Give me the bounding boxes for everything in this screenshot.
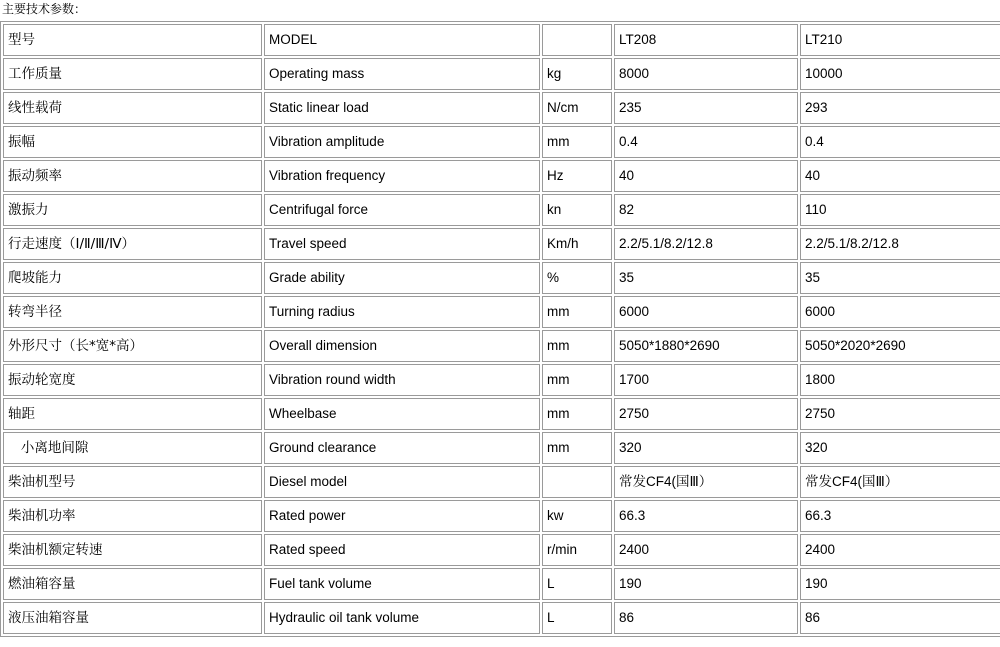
cell-english-name: Vibration round width	[264, 364, 540, 396]
cell-value-lt210: 110	[800, 194, 1000, 226]
cell-value-lt210: 6000	[800, 296, 1000, 328]
cell-value-lt208: 190	[614, 568, 798, 600]
cell-unit: kw	[542, 500, 612, 532]
table-row	[3, 398, 1000, 430]
cell-value-lt208: 320	[614, 432, 798, 464]
table-row	[3, 228, 1000, 260]
cell-chinese-name: 振幅	[3, 126, 262, 158]
cell-english-name: Wheelbase	[264, 398, 540, 430]
cell-value-lt210: 86	[800, 602, 1000, 634]
cell-value-lt208: 6000	[614, 296, 798, 328]
cell-chinese-name: 工作质量	[3, 58, 262, 90]
cell-value-lt210: 40	[800, 160, 1000, 192]
cell-unit	[542, 24, 612, 56]
table-row	[3, 194, 1000, 226]
cell-value-lt210: 5050*2020*2690	[800, 330, 1000, 362]
cell-unit: mm	[542, 432, 612, 464]
cell-chinese-name: 外形尺寸（长*宽*高）	[3, 330, 262, 362]
cell-english-name: Operating mass	[264, 58, 540, 90]
cell-value-lt208: LT208	[614, 24, 798, 56]
cell-chinese-name: 型号	[3, 24, 262, 56]
cell-english-name: Centrifugal force	[264, 194, 540, 226]
cell-english-name: Overall dimension	[264, 330, 540, 362]
cell-value-lt210: 35	[800, 262, 1000, 294]
cell-value-lt208: 常发CF4(国Ⅲ）	[614, 466, 798, 498]
cell-english-name: Vibration amplitude	[264, 126, 540, 158]
table-row	[3, 24, 1000, 56]
cell-value-lt208: 86	[614, 602, 798, 634]
cell-chinese-name: 小离地间隙	[3, 432, 262, 464]
cell-english-name: MODEL	[264, 24, 540, 56]
cell-value-lt208: 35	[614, 262, 798, 294]
cell-chinese-name: 轴距	[3, 398, 262, 430]
table-caption: 主要技术参数：	[2, 2, 87, 16]
cell-unit: mm	[542, 296, 612, 328]
cell-chinese-name: 振动轮宽度	[3, 364, 262, 396]
cell-value-lt210: 常发CF4(国Ⅲ）	[800, 466, 1000, 498]
table-row	[3, 58, 1000, 90]
table-row	[3, 262, 1000, 294]
cell-chinese-name: 线性载荷	[3, 92, 262, 124]
cell-english-name: Static linear load	[264, 92, 540, 124]
cell-unit: mm	[542, 364, 612, 396]
table-row	[3, 92, 1000, 124]
table-row	[3, 534, 1000, 566]
cell-value-lt208: 2400	[614, 534, 798, 566]
cell-chinese-name: 转弯半径	[3, 296, 262, 328]
cell-english-name: Diesel model	[264, 466, 540, 498]
cell-value-lt208: 8000	[614, 58, 798, 90]
cell-chinese-name: 爬坡能力	[3, 262, 262, 294]
table-row	[3, 296, 1000, 328]
table-row	[3, 160, 1000, 192]
cell-unit: L	[542, 602, 612, 634]
spec-table	[0, 21, 1000, 637]
cell-value-lt210: 2400	[800, 534, 1000, 566]
cell-english-name: Fuel tank volume	[264, 568, 540, 600]
cell-chinese-name: 柴油机功率	[3, 500, 262, 532]
cell-value-lt208: 0.4	[614, 126, 798, 158]
cell-chinese-name: 行走速度（Ⅰ/Ⅱ/Ⅲ/Ⅳ）	[3, 228, 262, 260]
table-row	[3, 466, 1000, 498]
table-row	[3, 330, 1000, 362]
cell-value-lt208: 2.2/5.1/8.2/12.8	[614, 228, 798, 260]
cell-value-lt210: 0.4	[800, 126, 1000, 158]
cell-english-name: Travel speed	[264, 228, 540, 260]
cell-chinese-name: 液压油箱容量	[3, 602, 262, 634]
cell-unit	[542, 466, 612, 498]
table-row	[3, 568, 1000, 600]
cell-value-lt210: 2.2/5.1/8.2/12.8	[800, 228, 1000, 260]
cell-value-lt210: 1800	[800, 364, 1000, 396]
cell-unit: L	[542, 568, 612, 600]
cell-chinese-name: 柴油机额定转速	[3, 534, 262, 566]
cell-unit: %	[542, 262, 612, 294]
cell-english-name: Ground clearance	[264, 432, 540, 464]
cell-english-name: Grade ability	[264, 262, 540, 294]
spec-table-body	[3, 24, 1000, 634]
cell-value-lt208: 235	[614, 92, 798, 124]
cell-value-lt208: 82	[614, 194, 798, 226]
cell-value-lt210: LT210	[800, 24, 1000, 56]
cell-unit: mm	[542, 330, 612, 362]
cell-value-lt208: 40	[614, 160, 798, 192]
cell-value-lt210: 190	[800, 568, 1000, 600]
cell-value-lt208: 66.3	[614, 500, 798, 532]
cell-unit: r/min	[542, 534, 612, 566]
table-row	[3, 126, 1000, 158]
table-row	[3, 432, 1000, 464]
cell-unit: mm	[542, 126, 612, 158]
cell-value-lt208: 2750	[614, 398, 798, 430]
cell-unit: Hz	[542, 160, 612, 192]
cell-english-name: Vibration frequency	[264, 160, 540, 192]
cell-english-name: Hydraulic oil tank volume	[264, 602, 540, 634]
cell-english-name: Rated speed	[264, 534, 540, 566]
cell-english-name: Turning radius	[264, 296, 540, 328]
table-row	[3, 364, 1000, 396]
cell-value-lt208: 1700	[614, 364, 798, 396]
table-row	[3, 500, 1000, 532]
cell-value-lt210: 293	[800, 92, 1000, 124]
cell-english-name: Rated power	[264, 500, 540, 532]
cell-chinese-name: 柴油机型号	[3, 466, 262, 498]
cell-chinese-name: 振动频率	[3, 160, 262, 192]
cell-unit: kn	[542, 194, 612, 226]
cell-unit: mm	[542, 398, 612, 430]
cell-value-lt208: 5050*1880*2690	[614, 330, 798, 362]
cell-value-lt210: 10000	[800, 58, 1000, 90]
cell-chinese-name: 燃油箱容量	[3, 568, 262, 600]
cell-unit: kg	[542, 58, 612, 90]
cell-unit: N/cm	[542, 92, 612, 124]
cell-unit: Km/h	[542, 228, 612, 260]
cell-value-lt210: 2750	[800, 398, 1000, 430]
cell-value-lt210: 66.3	[800, 500, 1000, 532]
cell-chinese-name: 激振力	[3, 194, 262, 226]
table-row	[3, 602, 1000, 634]
cell-value-lt210: 320	[800, 432, 1000, 464]
